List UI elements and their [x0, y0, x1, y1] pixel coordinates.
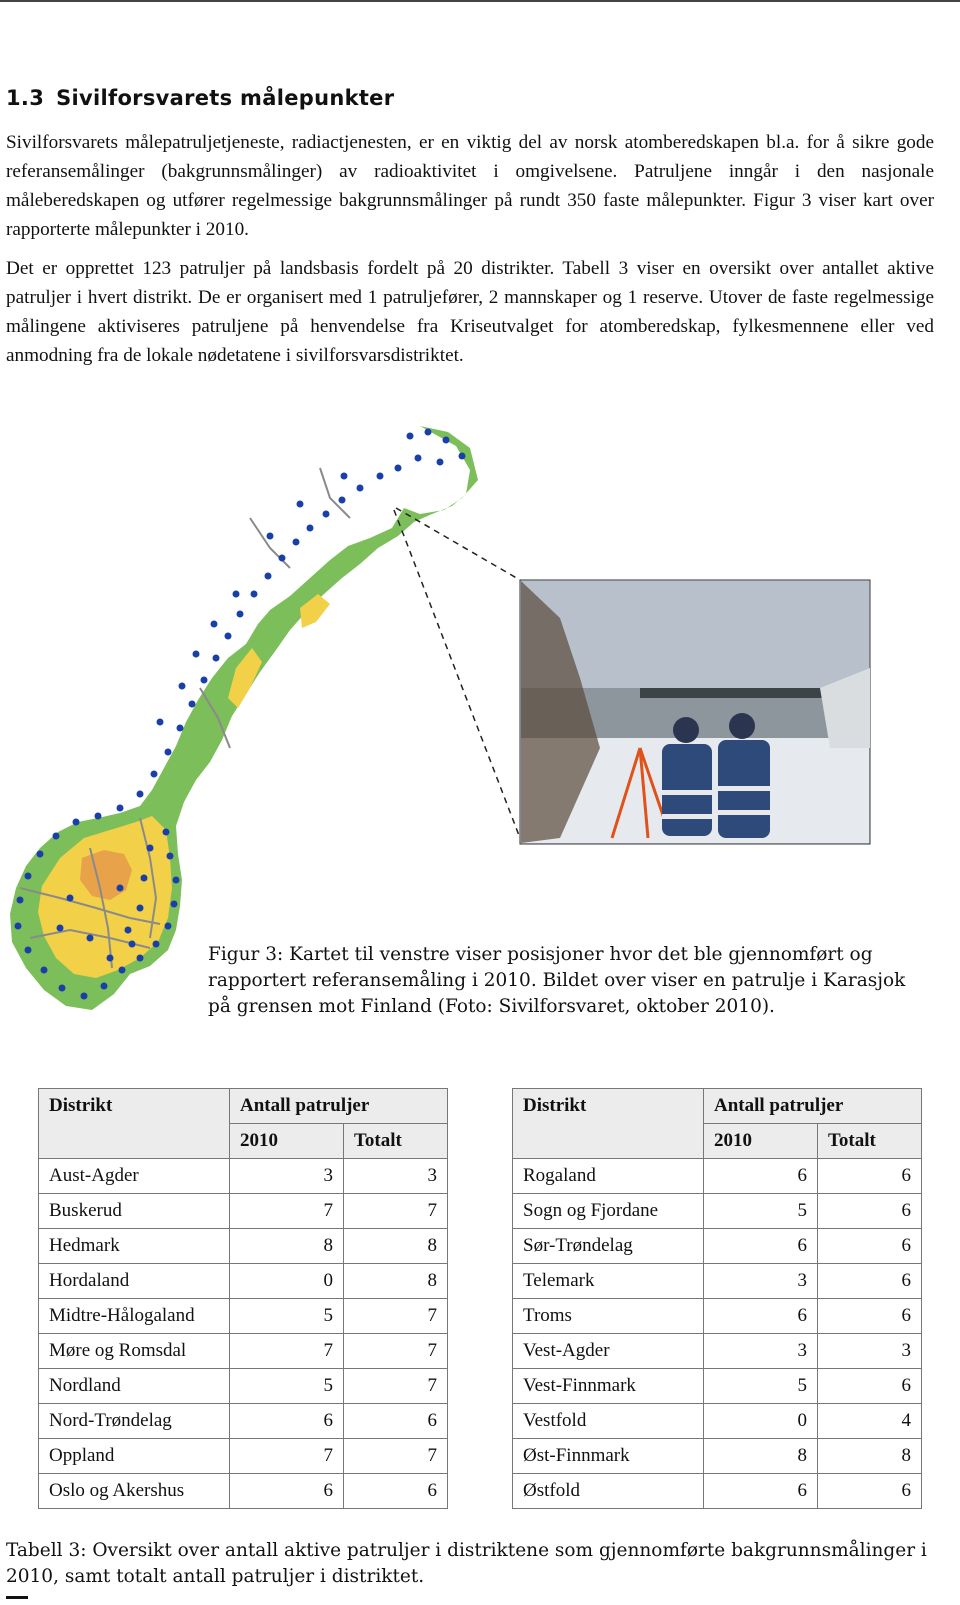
patrols-2010: 8 — [704, 1439, 818, 1474]
patrols-2010: 3 — [704, 1334, 818, 1369]
patrols-2010: 5 — [230, 1299, 344, 1334]
patrols-total: 8 — [344, 1264, 448, 1299]
district-name: Midtre-Hålogaland — [39, 1299, 230, 1334]
patrols-2010: 6 — [230, 1474, 344, 1509]
table-row — [513, 1229, 922, 1264]
patrols-2010: 0 — [230, 1264, 344, 1299]
patrols-2010: 6 — [704, 1299, 818, 1334]
header-total: Totalt — [344, 1124, 448, 1159]
patrols-2010: 7 — [230, 1439, 344, 1474]
patrols-2010: 8 — [230, 1229, 344, 1264]
patrols-2010: 5 — [704, 1369, 818, 1404]
table-row — [513, 1334, 922, 1369]
district-name: Aust-Agder — [39, 1159, 230, 1194]
patrols-2010: 6 — [704, 1229, 818, 1264]
district-name: Sogn og Fjordane — [513, 1194, 704, 1229]
table-row — [39, 1334, 448, 1369]
header-2010: 2010 — [230, 1124, 344, 1159]
patrols-total: 6 — [818, 1369, 922, 1404]
patrols-total: 6 — [818, 1194, 922, 1229]
header-district: Distrikt — [513, 1089, 704, 1159]
header-2010: 2010 — [704, 1124, 818, 1159]
patrols-2010: 0 — [704, 1404, 818, 1439]
district-name: Vest-Finnmark — [513, 1369, 704, 1404]
district-name: Vest-Agder — [513, 1334, 704, 1369]
patrols-2010: 7 — [230, 1334, 344, 1369]
table-row — [513, 1474, 922, 1509]
patrols-2010: 7 — [230, 1194, 344, 1229]
district-name: Østfold — [513, 1474, 704, 1509]
table-row — [39, 1264, 448, 1299]
district-name: Oslo og Akershus — [39, 1474, 230, 1509]
page-number-mark — [6, 1596, 28, 1599]
table-row — [513, 1159, 922, 1194]
table-row — [513, 1439, 922, 1474]
figure-graphic — [0, 418, 960, 1028]
connector-lines — [394, 508, 520, 838]
figure-caption: Figur 3: Kartet til venstre viser posisjoner hvor det ble gjennomført og rapportert referansemåling i 2010. Bildet over viser en patrulje i Karasjok på grensen mot Finland (Foto: Sivilforsvaret, oktober 2010). — [208, 944, 906, 1017]
district-name: Rogaland — [513, 1159, 704, 1194]
table-body — [513, 1159, 922, 1509]
district-name: Troms — [513, 1299, 704, 1334]
table-row — [513, 1299, 922, 1334]
patrols-total: 6 — [818, 1159, 922, 1194]
patrols-2010: 5 — [704, 1194, 818, 1229]
patrols-2010: 6 — [230, 1404, 344, 1439]
patrols-2010: 6 — [704, 1474, 818, 1509]
patrols-2010: 5 — [230, 1369, 344, 1404]
header-patrols: Antall patruljer — [230, 1089, 448, 1124]
patrols-total: 7 — [344, 1194, 448, 1229]
patrols-total: 6 — [818, 1229, 922, 1264]
patrols-total: 6 — [344, 1404, 448, 1439]
table-row — [39, 1439, 448, 1474]
table-row — [513, 1264, 922, 1299]
patrols-total: 7 — [344, 1299, 448, 1334]
district-name: Hedmark — [39, 1229, 230, 1264]
patrols-2010: 3 — [704, 1264, 818, 1299]
district-name: Øst-Finnmark — [513, 1439, 704, 1474]
table-row — [39, 1159, 448, 1194]
patrols-total: 7 — [344, 1334, 448, 1369]
table-row — [513, 1369, 922, 1404]
table-row — [513, 1404, 922, 1439]
table-row — [39, 1299, 448, 1334]
table-row — [39, 1474, 448, 1509]
header-total: Totalt — [818, 1124, 922, 1159]
paragraph-2: Det er opprettet 123 patruljer på landsbasis fordelt på 20 distrikter. Tabell 3 viser en oversikt over antallet aktive patruljer i hvert distrikt. De er organisert med 1 patruljefører, 2 mannskaper og 1 reserve. Utover de faste regelmessige målingene aktiviseres patruljene på henvendelse fra Kriseutvalget for atomberedskap, fylkesmennene eller ved anmodning fra de lokale nødetatene i sivilforsvarsdistriktet. — [6, 258, 934, 366]
district-name: Nordland — [39, 1369, 230, 1404]
district-table-right — [512, 1088, 922, 1509]
district-name: Telemark — [513, 1264, 704, 1299]
patrols-total: 8 — [818, 1439, 922, 1474]
district-name: Vestfold — [513, 1404, 704, 1439]
table-caption: Tabell 3: Oversikt over antall aktive patruljer i distriktene som gjennomførte bakgrunnsmålinger i 2010, samt totalt antall patruljer i distriktet. — [6, 1540, 927, 1587]
section-number: 1.3 — [6, 86, 45, 110]
table-row — [39, 1194, 448, 1229]
district-name: Buskerud — [39, 1194, 230, 1229]
table-header-row — [513, 1089, 922, 1124]
header-patrols: Antall patruljer — [704, 1089, 922, 1124]
table-row — [39, 1404, 448, 1439]
norway-map — [10, 426, 478, 1010]
patrols-total: 8 — [344, 1229, 448, 1264]
patrol-photo — [520, 580, 870, 844]
section-title: Sivilforsvarets målepunkter — [56, 86, 395, 110]
patrols-total: 3 — [818, 1334, 922, 1369]
patrols-total: 6 — [818, 1264, 922, 1299]
district-name: Sør-Trøndelag — [513, 1229, 704, 1264]
table-row — [39, 1369, 448, 1404]
patrols-total: 6 — [818, 1299, 922, 1334]
patrols-total: 6 — [818, 1474, 922, 1509]
patrols-total: 7 — [344, 1369, 448, 1404]
table-row — [513, 1194, 922, 1229]
patrols-total: 4 — [818, 1404, 922, 1439]
district-name: Nord-Trøndelag — [39, 1404, 230, 1439]
district-name: Hordaland — [39, 1264, 230, 1299]
patrols-2010: 6 — [704, 1159, 818, 1194]
district-table-left — [38, 1088, 448, 1509]
patrols-total: 7 — [344, 1439, 448, 1474]
section-heading — [6, 86, 394, 110]
figure-3 — [0, 418, 960, 1028]
patrols-total: 3 — [344, 1159, 448, 1194]
table-header-row — [39, 1089, 448, 1124]
header-district: Distrikt — [39, 1089, 230, 1159]
top-rule — [0, 0, 960, 2]
district-name: Møre og Romsdal — [39, 1334, 230, 1369]
patrols-total: 6 — [344, 1474, 448, 1509]
district-name: Oppland — [39, 1439, 230, 1474]
patrols-2010: 3 — [230, 1159, 344, 1194]
paragraph-1: Sivilforsvarets målepatruljetjeneste, radiactjenesten, er en viktig del av norsk atomberedskapen bl.a. for å sikre gode referansemålinger (bakgrunnsmålinger) av radioaktivitet i omgivelsene. Patruljene inngår i den nasjonale måleberedskapen og utfører regelmessige bakgrunnsmålinger på rundt 350 faste målepunkter. Figur 3 viser kart over rapporterte målepunkter i 2010. — [6, 132, 934, 240]
table-row — [39, 1229, 448, 1264]
table-body — [39, 1159, 448, 1509]
